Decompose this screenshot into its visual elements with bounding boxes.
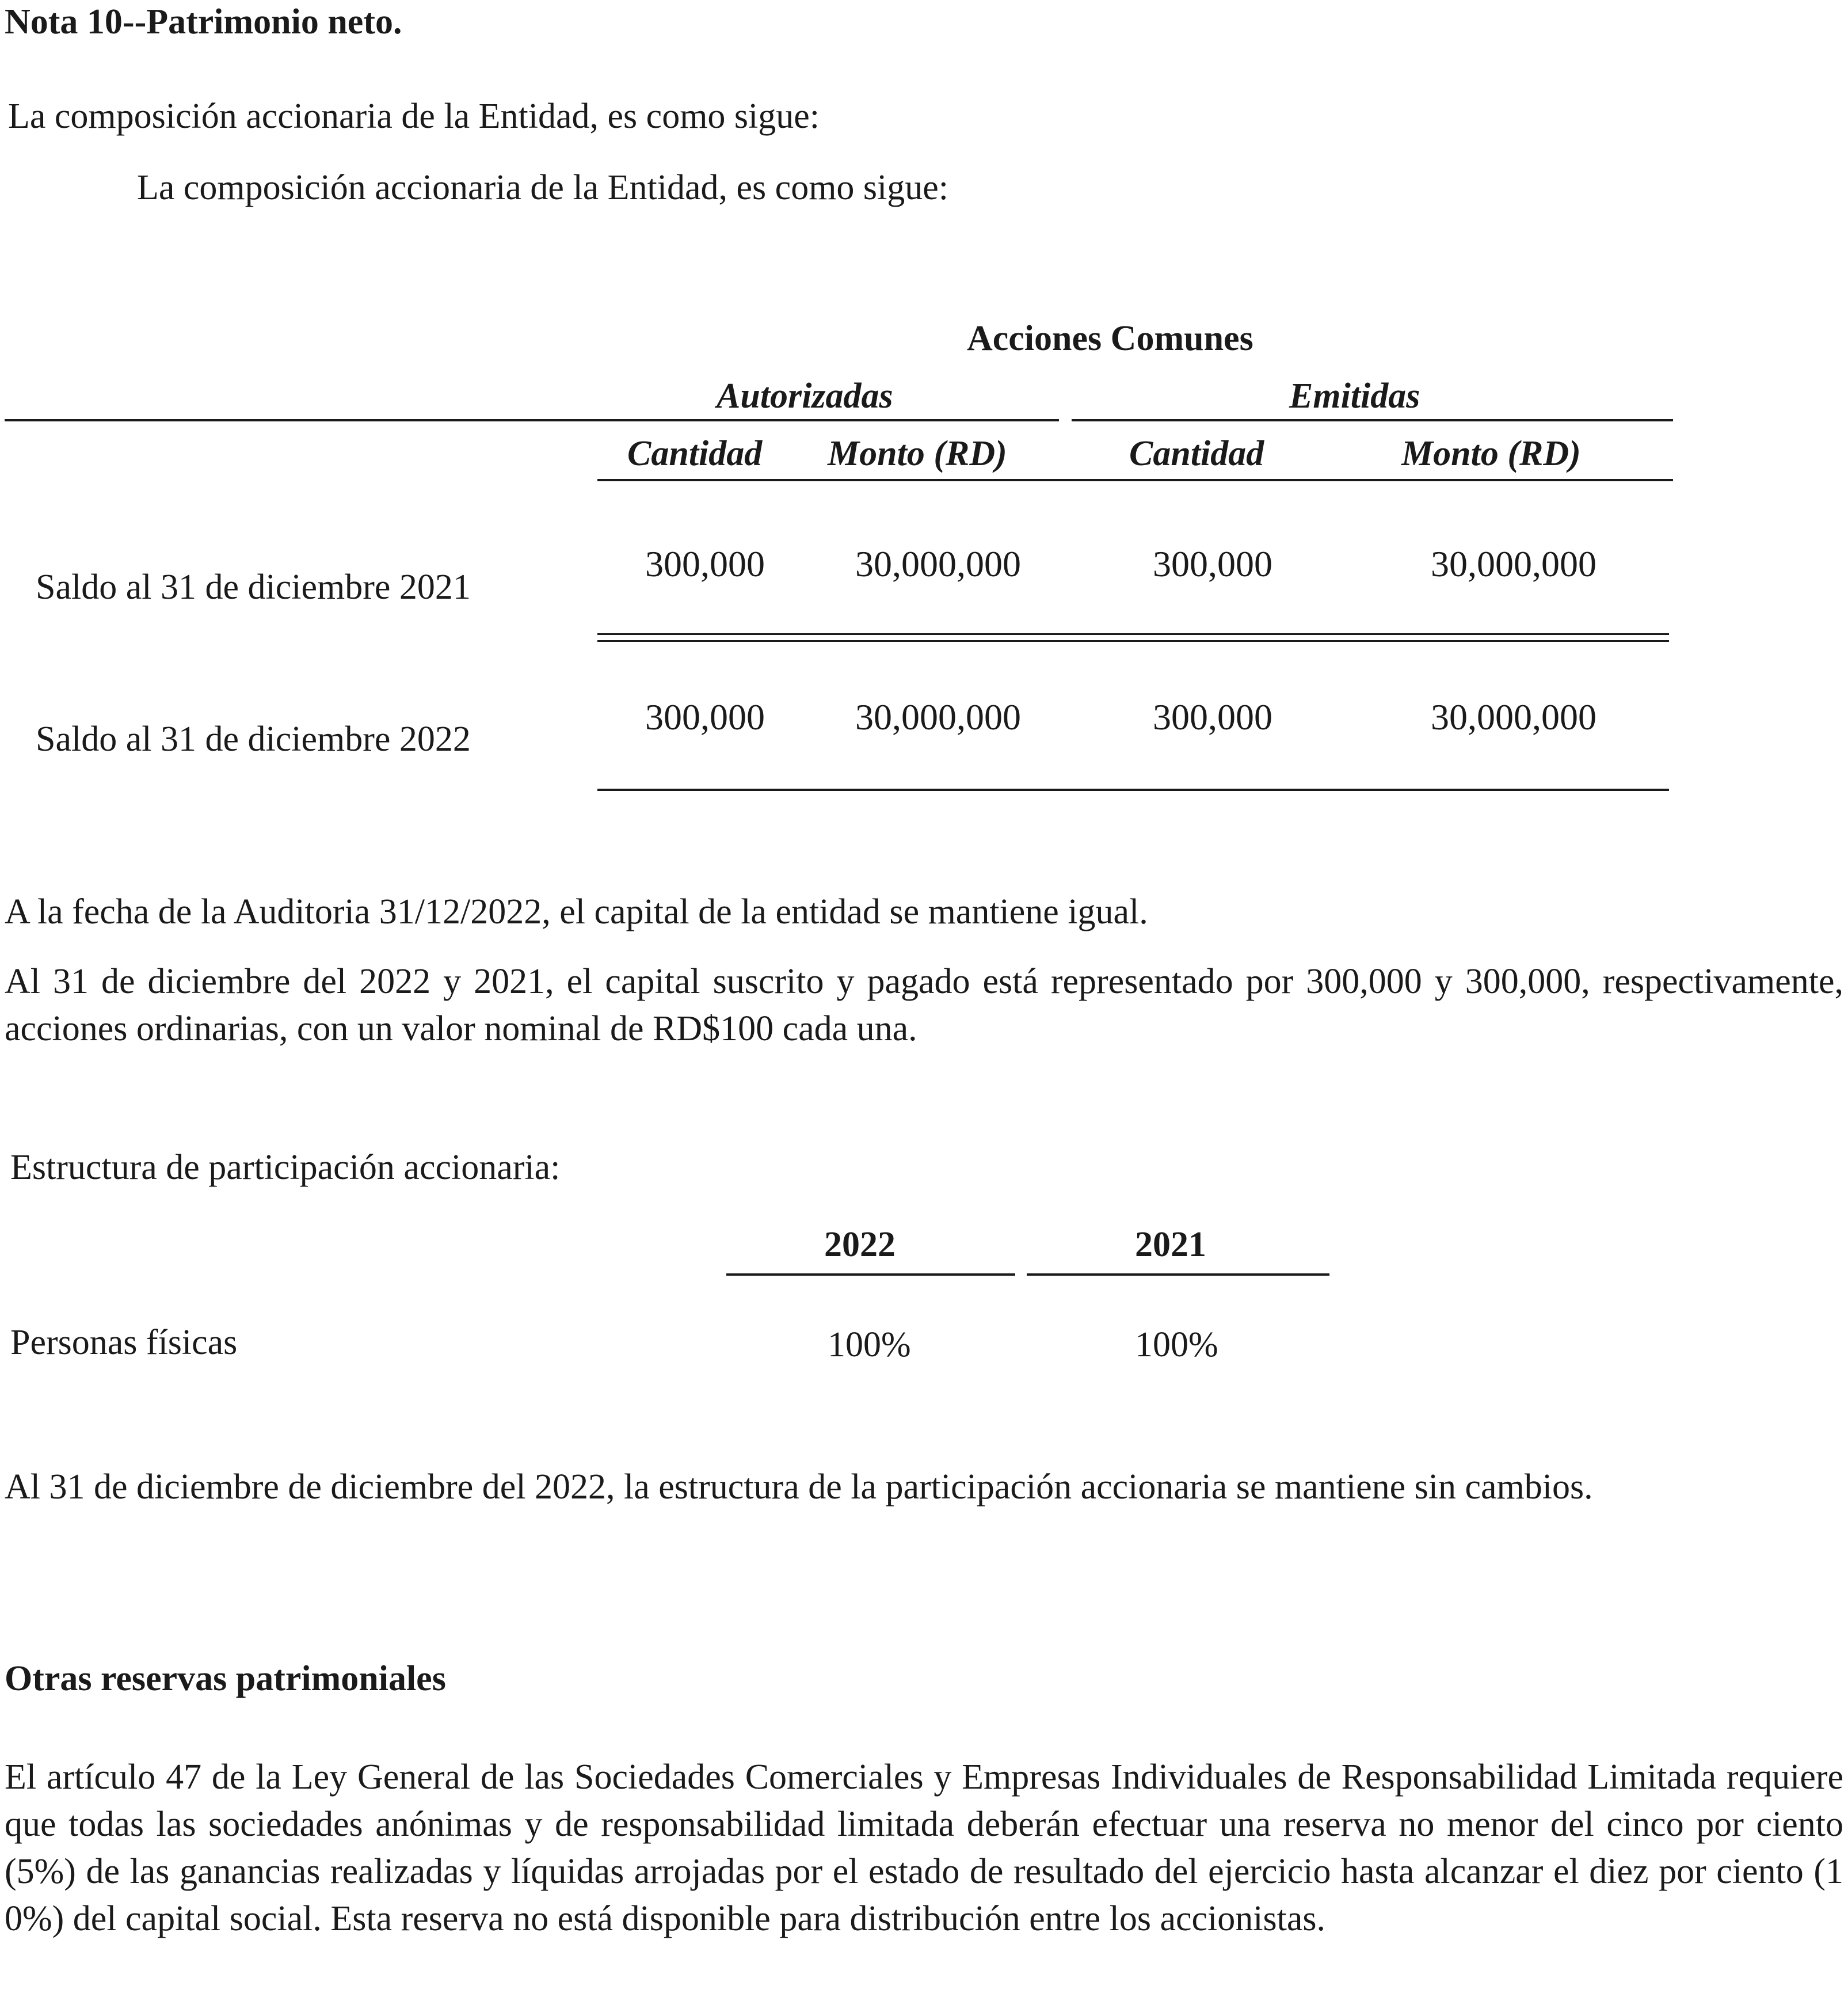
row-value: 30,000,000 <box>1431 697 1596 737</box>
reserves-title: Otras reservas patrimoniales <box>5 1659 446 1698</box>
table-group-header: Acciones Comunes <box>967 319 1253 358</box>
header-rule-left <box>5 419 1059 421</box>
issued-header: Emitidas <box>1289 376 1420 416</box>
row-value: 30,000,000 <box>855 543 1021 584</box>
row-value: 300,000 <box>1153 543 1272 584</box>
year-header-2022: 2022 <box>824 1225 896 1264</box>
row-value: 300,000 <box>1153 697 1272 737</box>
header-rule-right <box>1072 419 1673 421</box>
double-rule-top <box>597 633 1669 635</box>
row-label: Saldo al 31 de diciembre 2022 <box>36 720 471 759</box>
row-value: 100% <box>828 1325 911 1364</box>
reserves-paragraph: El artículo 47 de la Ley General de las Sociedades Comerciales y Empresas Individuales de Responsabilidad Limitada requiere que todas las sociedades anónimas y de responsabilidad limitada deberán efectuar una reserva no menor del cinco por ciento (5%) de las ganancias realizadas y líquidas arrojadas por el estado de resultado del ejercicio hasta alcanzar el diez por ciento (1 0%) del capital social. Esta reserva no está disponible para distribución entre los accionistas. <box>5 1758 1843 1938</box>
year-header-2021: 2021 <box>1135 1225 1206 1264</box>
row-value: 300,000 <box>645 543 765 584</box>
col-header-issued-amount: Monto (RD) <box>1401 434 1581 473</box>
note-title: Nota 10--Patrimonio neto. <box>5 2 402 41</box>
row-label: Personas físicas <box>10 1323 238 1362</box>
row-value: 300,000 <box>645 697 765 737</box>
row-value: 100% <box>1135 1325 1218 1364</box>
capital-paragraph: Al 31 de diciembre del 2022 y 2021, el capital suscrito y pagado está representado por 300,000 y 300,000, respectivamente, acciones ordinarias, con un valor nominal de RD$100 cada una. <box>5 962 1843 1048</box>
col-header-issued-quantity: Cantidad <box>1129 434 1264 473</box>
columns-rule <box>597 479 1673 481</box>
intro-text-2: La composición accionaria de la Entidad, es como sigue: <box>137 168 949 207</box>
structure-title: Estructura de participación accionaria: <box>10 1148 561 1187</box>
intro-text-1: La composición accionaria de la Entidad, es como sigue: <box>8 97 820 136</box>
col-header-authorized-amount: Monto (RD) <box>828 434 1007 473</box>
row-value: 30,000,000 <box>1431 543 1596 584</box>
year-rule-2021 <box>1027 1273 1329 1276</box>
col-header-authorized-quantity: Cantidad <box>627 434 763 473</box>
audit-date-text: A la fecha de la Auditoria 31/12/2022, el capital de la entidad se mantiene igual. <box>5 892 1148 931</box>
table-bottom-rule <box>597 789 1669 791</box>
row-value: 30,000,000 <box>855 697 1021 737</box>
structure-paragraph: Al 31 de diciembre de diciembre del 2022, la estructura de la participación accionaria se mantiene sin cambios. <box>5 1467 1593 1507</box>
row-label: Saldo al 31 de diciembre 2021 <box>36 568 471 607</box>
double-rule-bottom <box>597 640 1669 642</box>
year-rule-2022 <box>726 1273 1015 1276</box>
authorized-header: Autorizadas <box>717 376 893 416</box>
